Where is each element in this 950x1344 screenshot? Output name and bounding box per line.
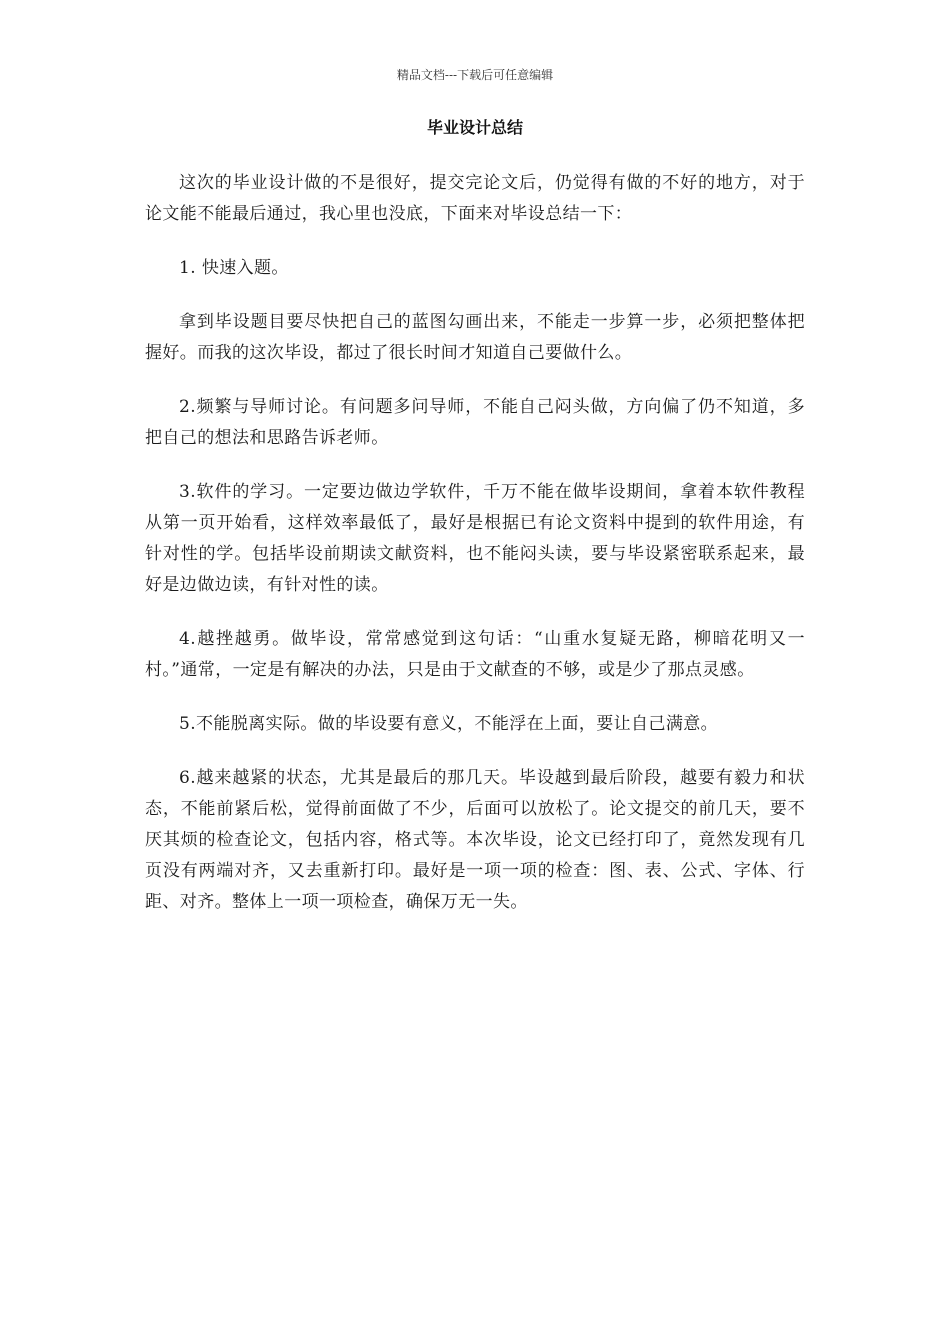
paragraph-item-5: 5.不能脱离实际。做的毕设要有意义，不能浮在上面，要让自己满意。 (179, 714, 719, 734)
paragraph-item-2: 2.频繁与导师讨论。有问题多问导师，不能自己闷头做，方向偏了仍不知道，多把自己的想法和思路告诉老师。 (145, 397, 805, 448)
paragraph-item-4: 4.越挫越勇。做毕设，常常感觉到这句话：“山重水复疑无路，柳暗花明又一村。”通常，一定是有解决的办法，只是由于文献查的不够，或是少了那点灵感。 (145, 629, 805, 680)
paragraph-item-1-heading: 1. 快速入题。 (179, 258, 289, 278)
page-header: 精品文档---下载后可任意编辑 (396, 68, 554, 82)
document-title: 毕业设计总结 (426, 118, 523, 137)
paragraph-intro: 这次的毕业设计做的不是很好，提交完论文后，仍觉得有做的不好的地方，对于论文能不能最后通过，我心里也没底，下面来对毕设总结一下： (145, 173, 805, 224)
paragraph-item-6: 6.越来越紧的状态，尤其是最后的那几天。毕设越到最后阶段，越要有毅力和状态，不能前紧后松，觉得前面做了不少，后面可以放松了。论文提交的前几天，要不厌其烦的检查论文，包括内容，格式等。本次毕设，论文已经打印了，竟然发现有几页没有两端对齐，又去重新打印。最好是一项一项的检查：图、表、公式、字体、行距、对齐。整体上一项一项检查，确保万无一失。 (145, 768, 805, 912)
paragraph-item-3: 3.软件的学习。一定要边做边学软件，千万不能在做毕设期间，拿着本软件教程从第一页开始看，这样效率最低了，最好是根据已有论文资料中提到的软件用途，有针对性的学。包括毕设前期读文献资料，也不能闷头读，要与毕设紧密联系起来，最好是边做边读，有针对性的读。 (145, 482, 805, 595)
paragraph-item-1-body: 拿到毕设题目要尽快把自己的蓝图勾画出来，不能走一步算一步，必须把整体把握好。而我的这次毕设，都过了很长时间才知道自己要做什么。 (145, 312, 805, 363)
document-body (145, 168, 805, 941)
